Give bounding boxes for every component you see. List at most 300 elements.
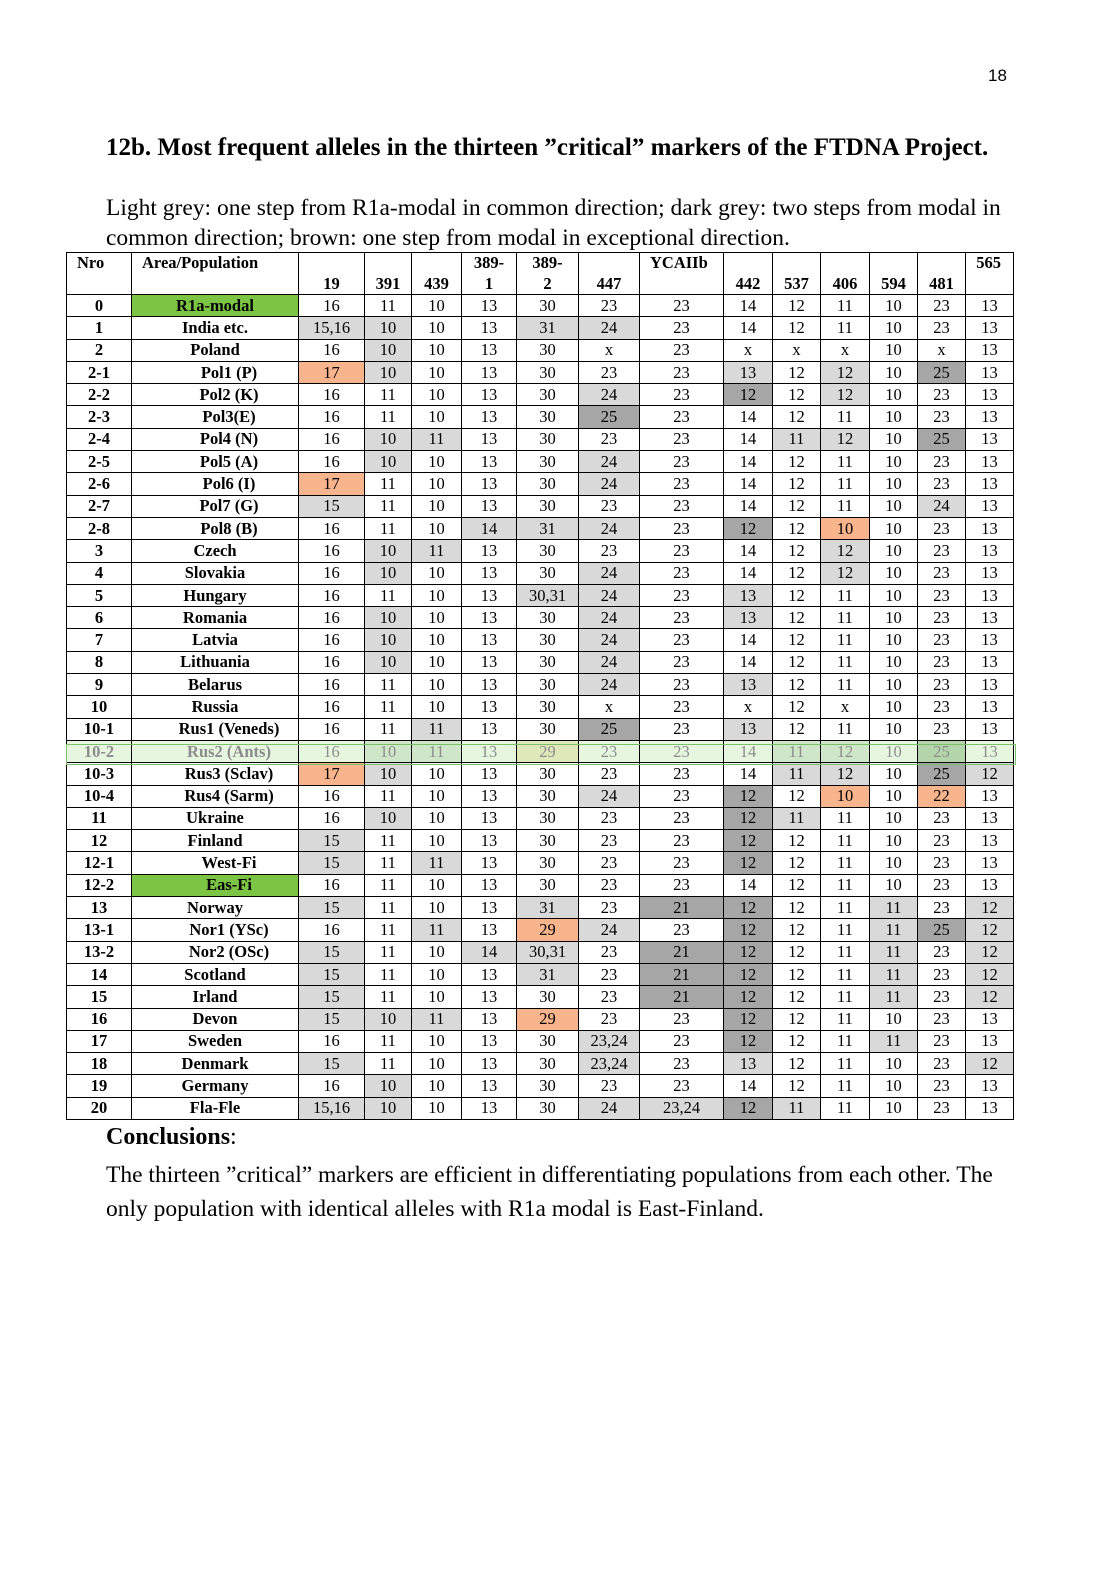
allele-cell: 23 (640, 763, 724, 785)
allele-cell: 14 (724, 428, 773, 450)
row-number-cell: 6 (67, 607, 132, 629)
allele-cell: 11 (821, 897, 870, 919)
table-row (67, 986, 1014, 1008)
allele-cell: 23 (640, 740, 724, 762)
table-row (67, 1030, 1014, 1052)
allele-cell: 23 (640, 1008, 724, 1030)
allele-cell: 23 (918, 1030, 966, 1052)
row-number-cell: 2 (67, 339, 132, 361)
allele-cell: 13 (462, 986, 517, 1008)
allele-cell: 10 (870, 473, 918, 495)
allele-cell: 23 (579, 740, 640, 762)
allele-cell: 13 (462, 562, 517, 584)
allele-cell: 30 (517, 830, 579, 852)
allele-cell: 23 (640, 540, 724, 562)
allele-cell: 11 (821, 874, 870, 896)
allele-cell: 23 (640, 807, 724, 829)
allele-cell: 13 (462, 1008, 517, 1030)
allele-cell: 12 (966, 986, 1014, 1008)
allele-cell: 12 (724, 807, 773, 829)
allele-cell: 23 (918, 986, 966, 1008)
allele-cell: 10 (412, 295, 462, 317)
allele-cell: 11 (773, 740, 821, 762)
allele-cell: 23 (579, 495, 640, 517)
allele-cell: 23 (918, 651, 966, 673)
allele-cell: 10 (365, 807, 412, 829)
allele-cell: 12 (966, 1053, 1014, 1075)
allele-cell: 23 (640, 384, 724, 406)
allele-cell: 13 (966, 852, 1014, 874)
allele-cell: 24 (579, 629, 640, 651)
allele-cell: 12 (773, 963, 821, 985)
allele-cell: 15,16 (299, 317, 365, 339)
allele-cell: 24 (579, 785, 640, 807)
allele-cell: 11 (821, 919, 870, 941)
population-cell: Denmark (132, 1053, 299, 1075)
allele-cell: 12 (821, 384, 870, 406)
allele-cell: 23 (640, 607, 724, 629)
row-number-cell: 2-8 (67, 517, 132, 539)
allele-cell: 12 (773, 562, 821, 584)
allele-cell: 25 (918, 740, 966, 762)
allele-cell: 13 (966, 651, 1014, 673)
allele-cell: 23,24 (579, 1030, 640, 1052)
allele-cell: 14 (724, 406, 773, 428)
row-number-cell: 8 (67, 651, 132, 673)
header-bottom-cell: 537 (773, 273, 821, 295)
allele-cell: 10 (412, 807, 462, 829)
allele-cell: 13 (724, 674, 773, 696)
allele-cell: 23 (918, 1053, 966, 1075)
allele-cell: 10 (365, 428, 412, 450)
table-row (67, 428, 1014, 450)
allele-cell: 13 (724, 718, 773, 740)
allele-cell: 14 (724, 451, 773, 473)
allele-cell: 12 (821, 740, 870, 762)
population-cell: Pol3(E) (132, 406, 299, 428)
population-cell: Pol6 (I) (132, 473, 299, 495)
alleles-table (66, 252, 1014, 1120)
allele-cell: 11 (870, 919, 918, 941)
allele-cell: 15 (299, 986, 365, 1008)
row-number-cell: 2-6 (67, 473, 132, 495)
allele-cell: 16 (299, 562, 365, 584)
allele-cell: 23 (918, 718, 966, 740)
allele-cell: 12 (724, 897, 773, 919)
table-row (67, 607, 1014, 629)
table-row (67, 361, 1014, 383)
allele-cell: 12 (773, 295, 821, 317)
allele-cell: 21 (640, 963, 724, 985)
allele-cell: 23 (640, 317, 724, 339)
allele-cell: 16 (299, 540, 365, 562)
allele-cell: 10 (412, 562, 462, 584)
allele-cell: 13 (462, 406, 517, 428)
allele-cell: 23 (579, 963, 640, 985)
allele-cell: 10 (870, 562, 918, 584)
row-number-cell: 12 (67, 830, 132, 852)
header-bottom-cell (67, 273, 132, 295)
page-number: 18 (988, 66, 1007, 85)
allele-cell: 14 (724, 540, 773, 562)
allele-cell: 30 (517, 1053, 579, 1075)
header-bottom-cell: 2 (517, 273, 579, 295)
allele-cell: 30 (517, 540, 579, 562)
allele-cell: 23 (579, 830, 640, 852)
allele-cell: 23 (640, 295, 724, 317)
allele-cell: 12 (773, 1075, 821, 1097)
allele-cell: 11 (821, 473, 870, 495)
allele-cell: 14 (724, 562, 773, 584)
allele-cell: 30,31 (517, 584, 579, 606)
allele-cell: x (918, 339, 966, 361)
allele-cell: 23 (918, 1008, 966, 1030)
table-row (67, 629, 1014, 651)
allele-cell: 10 (412, 607, 462, 629)
row-number-cell: 4 (67, 562, 132, 584)
allele-cell: 30 (517, 763, 579, 785)
allele-cell: 23 (640, 339, 724, 361)
table-row (67, 696, 1014, 718)
allele-cell: 11 (412, 740, 462, 762)
allele-cell: 16 (299, 674, 365, 696)
allele-cell: 16 (299, 339, 365, 361)
allele-cell: 10 (412, 986, 462, 1008)
header-bottom-cell: 391 (365, 273, 412, 295)
allele-cell: 23 (640, 874, 724, 896)
population-cell: Pol5 (A) (132, 451, 299, 473)
allele-cell: 23 (579, 1008, 640, 1030)
row-number-cell: 2-7 (67, 495, 132, 517)
allele-cell: 30 (517, 1075, 579, 1097)
allele-cell: 10 (365, 361, 412, 383)
allele-cell: 10 (870, 317, 918, 339)
allele-cell: 10 (870, 696, 918, 718)
allele-cell: 11 (870, 986, 918, 1008)
allele-cell: 14 (462, 517, 517, 539)
allele-cell: 13 (966, 517, 1014, 539)
allele-cell: 10 (412, 1075, 462, 1097)
allele-cell: 22 (918, 785, 966, 807)
allele-cell: 23 (640, 406, 724, 428)
population-cell: Pol7 (G) (132, 495, 299, 517)
allele-cell: 12 (773, 941, 821, 963)
allele-cell: 23 (579, 874, 640, 896)
allele-cell: 16 (299, 607, 365, 629)
allele-cell: 13 (966, 696, 1014, 718)
allele-cell: 13 (462, 963, 517, 985)
allele-cell: 15,16 (299, 1097, 365, 1119)
table-row (67, 718, 1014, 740)
allele-cell: 11 (365, 473, 412, 495)
allele-cell: 23 (640, 718, 724, 740)
allele-cell: 23 (640, 651, 724, 673)
allele-cell: 23 (579, 852, 640, 874)
allele-cell: x (773, 339, 821, 361)
table-row (67, 1008, 1014, 1030)
allele-cell: x (821, 339, 870, 361)
population-cell: Slovakia (132, 562, 299, 584)
row-number-cell: 19 (67, 1075, 132, 1097)
allele-cell: 13 (966, 740, 1014, 762)
allele-cell: 10 (412, 384, 462, 406)
allele-cell: 10 (365, 651, 412, 673)
table-row (67, 295, 1014, 317)
allele-cell: 12 (724, 1030, 773, 1052)
allele-cell: 13 (966, 674, 1014, 696)
table-row (67, 317, 1014, 339)
table-row (67, 740, 1014, 762)
allele-cell: 24 (579, 517, 640, 539)
allele-cell: 13 (462, 584, 517, 606)
allele-cell: 30 (517, 607, 579, 629)
allele-cell: 13 (462, 897, 517, 919)
allele-cell: 23 (918, 674, 966, 696)
allele-cell: 11 (821, 495, 870, 517)
allele-cell: x (579, 339, 640, 361)
allele-cell: 10 (870, 384, 918, 406)
allele-cell: 14 (724, 874, 773, 896)
allele-cell: 11 (773, 1097, 821, 1119)
allele-cell: 24 (918, 495, 966, 517)
allele-cell: 12 (773, 361, 821, 383)
row-number-cell: 16 (67, 1008, 132, 1030)
population-cell: Rus4 (Sarm) (132, 785, 299, 807)
allele-cell: 12 (724, 919, 773, 941)
row-number-cell: 20 (67, 1097, 132, 1119)
allele-cell: 12 (773, 919, 821, 941)
allele-cell: 16 (299, 696, 365, 718)
allele-cell: 11 (773, 763, 821, 785)
allele-cell: 13 (966, 1075, 1014, 1097)
allele-cell: 30 (517, 674, 579, 696)
population-cell: Irland (132, 986, 299, 1008)
allele-cell: 24 (579, 384, 640, 406)
allele-cell: 11 (365, 1030, 412, 1052)
allele-cell: 15 (299, 941, 365, 963)
population-cell: Pol1 (P) (132, 361, 299, 383)
population-cell: Ukraine (132, 807, 299, 829)
allele-cell: 10 (870, 830, 918, 852)
allele-cell: 13 (462, 540, 517, 562)
allele-cell: 23 (640, 852, 724, 874)
allele-cell: 10 (365, 1097, 412, 1119)
allele-cell: 13 (966, 361, 1014, 383)
allele-cell: 30 (517, 852, 579, 874)
allele-cell: 13 (966, 295, 1014, 317)
header-top-cell (773, 253, 821, 274)
allele-cell: 10 (870, 451, 918, 473)
allele-cell: 10 (870, 874, 918, 896)
header-top-cell: Area/Population (132, 253, 299, 274)
allele-cell: 23 (918, 807, 966, 829)
table-header (67, 253, 1014, 295)
allele-cell: 25 (918, 428, 966, 450)
allele-cell: 10 (870, 428, 918, 450)
allele-cell: 10 (870, 674, 918, 696)
allele-cell: 23 (918, 473, 966, 495)
allele-cell: 23,24 (640, 1097, 724, 1119)
population-cell: Pol8 (B) (132, 517, 299, 539)
allele-cell: 11 (365, 495, 412, 517)
allele-cell: 23 (579, 428, 640, 450)
header-bottom-cell: 1 (462, 273, 517, 295)
allele-cell: 23 (640, 674, 724, 696)
allele-cell: 31 (517, 317, 579, 339)
allele-cell: 11 (365, 830, 412, 852)
conclusions-heading (106, 1124, 237, 1151)
allele-cell: 23 (640, 696, 724, 718)
allele-cell: 13 (724, 584, 773, 606)
row-number-cell: 10-1 (67, 718, 132, 740)
allele-cell: 12 (966, 897, 1014, 919)
allele-cell: 11 (365, 696, 412, 718)
allele-cell: 10 (870, 607, 918, 629)
row-number-cell: 2-4 (67, 428, 132, 450)
allele-cell: 16 (299, 651, 365, 673)
allele-cell: 15 (299, 830, 365, 852)
allele-cell: 23 (918, 406, 966, 428)
allele-cell: 30 (517, 785, 579, 807)
allele-cell: 23 (918, 317, 966, 339)
table-row (67, 406, 1014, 428)
allele-cell: 12 (724, 785, 773, 807)
allele-cell: 11 (365, 1053, 412, 1075)
row-number-cell: 2-5 (67, 451, 132, 473)
allele-cell: 17 (299, 763, 365, 785)
population-cell: Belarus (132, 674, 299, 696)
population-cell: Rus3 (Sclav) (132, 763, 299, 785)
allele-cell: 10 (412, 874, 462, 896)
allele-cell: 14 (724, 473, 773, 495)
allele-cell: 13 (462, 361, 517, 383)
allele-cell: 11 (870, 941, 918, 963)
allele-cell: 31 (517, 963, 579, 985)
allele-cell: 15 (299, 852, 365, 874)
allele-cell: 13 (462, 830, 517, 852)
population-cell: Devon (132, 1008, 299, 1030)
table-row (67, 1053, 1014, 1075)
allele-cell: 13 (966, 607, 1014, 629)
conclusions-colon: : (230, 1124, 237, 1150)
allele-cell: 23 (640, 495, 724, 517)
allele-cell: 13 (462, 607, 517, 629)
allele-cell: 14 (462, 941, 517, 963)
allele-cell: 24 (579, 674, 640, 696)
allele-cell: 17 (299, 473, 365, 495)
allele-cell: 12 (773, 874, 821, 896)
allele-cell: 11 (821, 1030, 870, 1052)
allele-cell: 16 (299, 584, 365, 606)
allele-cell: 23 (640, 361, 724, 383)
allele-cell: 23 (640, 451, 724, 473)
allele-cell: 13 (462, 874, 517, 896)
allele-cell: x (724, 339, 773, 361)
allele-cell: 11 (870, 963, 918, 985)
table-row (67, 495, 1014, 517)
header-bottom-cell: 406 (821, 273, 870, 295)
allele-cell: 11 (821, 1075, 870, 1097)
allele-cell: 30 (517, 874, 579, 896)
allele-cell: 12 (773, 451, 821, 473)
row-number-cell: 10 (67, 696, 132, 718)
table-row (67, 517, 1014, 539)
population-cell: Nor2 (OSc) (132, 941, 299, 963)
allele-cell: 16 (299, 384, 365, 406)
header-top-cell (299, 253, 365, 274)
allele-cell: 11 (365, 517, 412, 539)
allele-cell: 21 (640, 986, 724, 1008)
table-row (67, 562, 1014, 584)
allele-cell: 10 (870, 852, 918, 874)
allele-cell: 23 (918, 384, 966, 406)
row-number-cell: 12-2 (67, 874, 132, 896)
allele-cell: 12 (773, 674, 821, 696)
table-row (67, 919, 1014, 941)
allele-cell: 13 (462, 674, 517, 696)
allele-cell: 10 (412, 361, 462, 383)
allele-cell: 10 (870, 406, 918, 428)
allele-cell: 13 (462, 473, 517, 495)
allele-cell: 13 (462, 852, 517, 874)
population-cell: Lithuania (132, 651, 299, 673)
allele-cell: 17 (299, 361, 365, 383)
allele-cell: 30 (517, 339, 579, 361)
allele-cell: 14 (724, 763, 773, 785)
allele-cell: 10 (821, 517, 870, 539)
allele-cell: 12 (773, 584, 821, 606)
allele-cell: 12 (773, 852, 821, 874)
allele-cell: x (724, 696, 773, 718)
table-row (67, 451, 1014, 473)
allele-cell: 23 (918, 852, 966, 874)
row-number-cell: 13 (67, 897, 132, 919)
legend-paragraph: Light grey: one step from R1a-modal in common direction; dark grey: two steps from modal in common direction; brown: one step from modal in exceptional direction. (106, 195, 1001, 251)
row-number-cell: 10-4 (67, 785, 132, 807)
row-number-cell: 13-2 (67, 941, 132, 963)
allele-cell: 13 (966, 830, 1014, 852)
header-top-cell (365, 253, 412, 274)
row-number-cell: 13-1 (67, 919, 132, 941)
allele-cell: 11 (365, 584, 412, 606)
allele-cell: 25 (579, 406, 640, 428)
table-body (67, 295, 1014, 1120)
allele-cell: 12 (773, 1053, 821, 1075)
allele-cell: 13 (966, 473, 1014, 495)
header-top-cell: 565 (966, 253, 1014, 274)
allele-cell: 11 (821, 651, 870, 673)
section-heading: 12b. Most frequent alleles in the thirteen ”critical” markers of the FTDNA Project. (106, 134, 989, 161)
allele-cell: 12 (773, 651, 821, 673)
allele-cell: 13 (462, 1097, 517, 1119)
allele-cell: 10 (412, 629, 462, 651)
allele-cell: 23 (579, 897, 640, 919)
allele-cell: 24 (579, 317, 640, 339)
population-cell: Latvia (132, 629, 299, 651)
population-cell: Poland (132, 339, 299, 361)
population-cell: Nor1 (YSc) (132, 919, 299, 941)
allele-cell: 10 (870, 1097, 918, 1119)
allele-cell: 23 (918, 629, 966, 651)
population-cell: Pol2 (K) (132, 384, 299, 406)
allele-cell: 13 (966, 495, 1014, 517)
allele-cell: 15 (299, 897, 365, 919)
header-bottom-cell: 439 (412, 273, 462, 295)
allele-cell: 12 (724, 1008, 773, 1030)
allele-cell: 12 (773, 384, 821, 406)
allele-cell: 24 (579, 562, 640, 584)
allele-cell: 13 (966, 339, 1014, 361)
